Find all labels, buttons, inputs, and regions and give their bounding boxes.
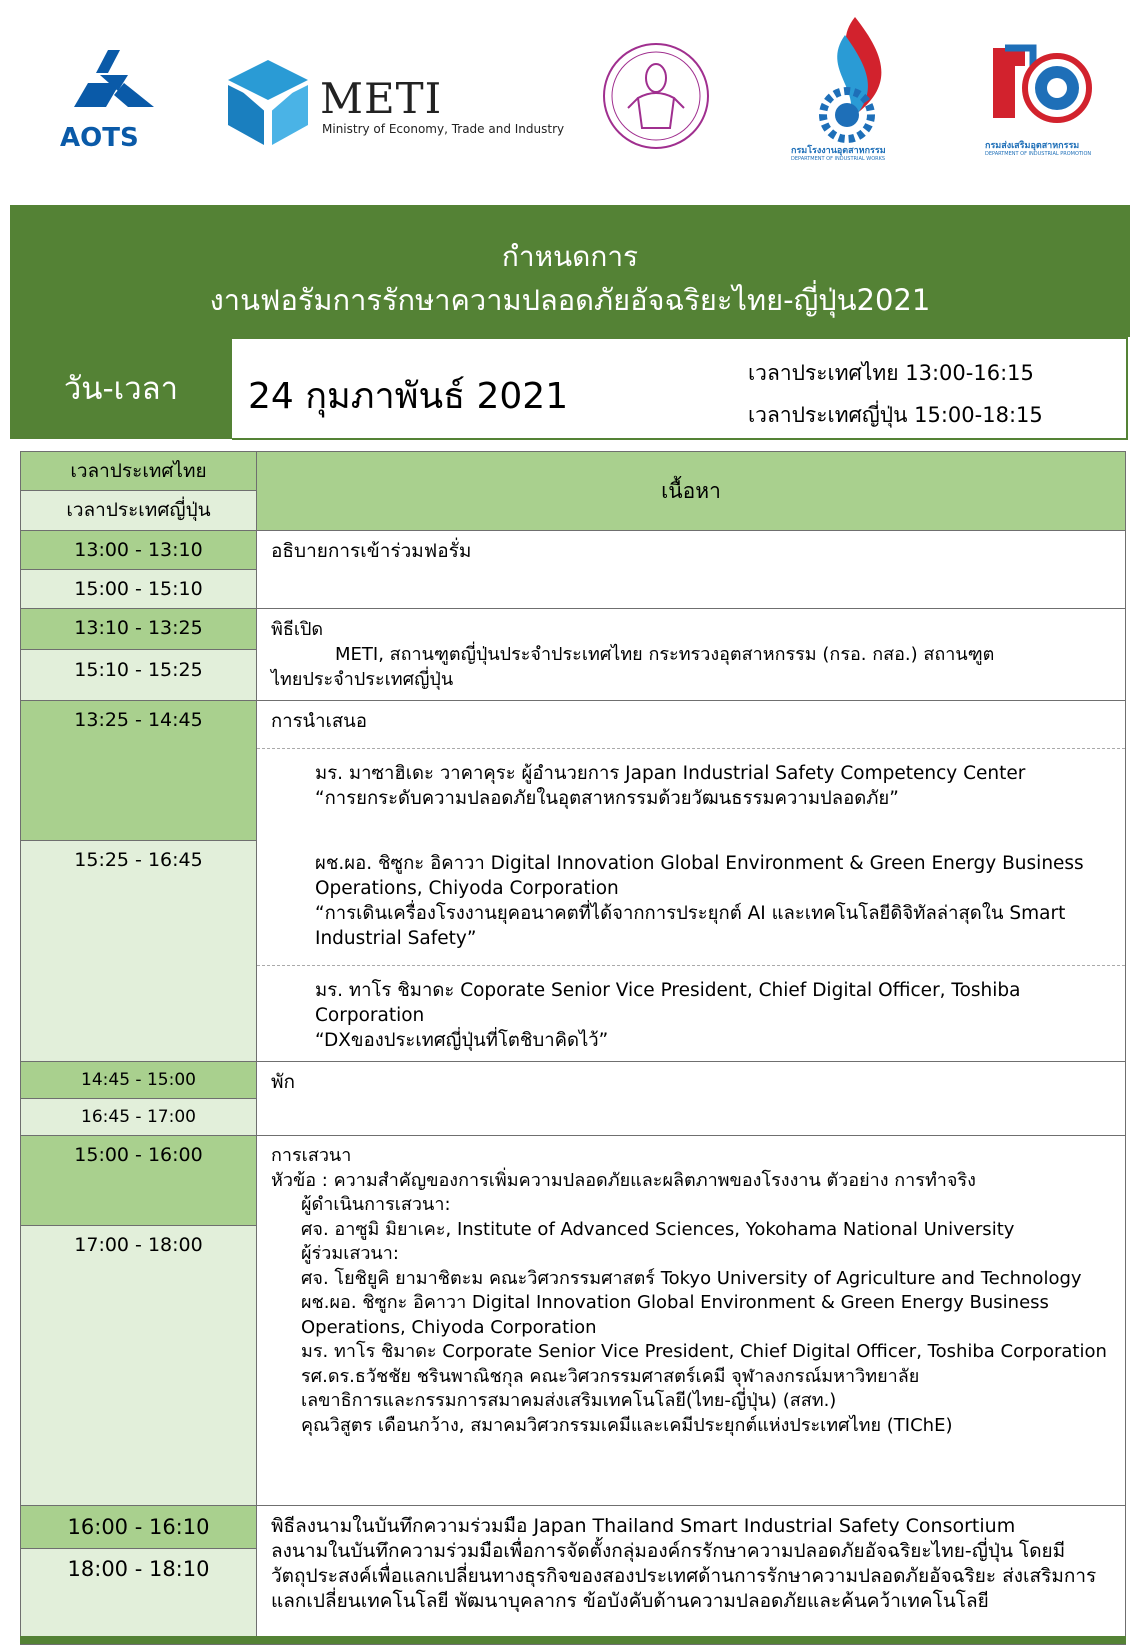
aots-logo [58, 45, 168, 155]
japan-time-cell: 17:00 - 18:00 [21, 1226, 257, 1506]
japan-time-cell: 18:00 - 18:10 [21, 1549, 257, 1645]
panel-panelists-label: ผู้ร่วมเสวนา: [301, 1243, 399, 1264]
table-row [21, 1136, 1126, 1226]
ministry-seal-icon [598, 38, 718, 163]
diw-emblem-icon [785, 15, 920, 145]
panelist: คุณวิสูตร เดือนกว้าง, สมาคมวิศวกรรมเคมีและเคมีประยุกต์แห่งประเทศไทย (TIChE) [301, 1414, 953, 1436]
dip-emblem-icon [985, 38, 1105, 133]
date-row [10, 337, 1130, 439]
aots-text: AOTS [60, 123, 139, 153]
item-title: พิธีเปิด [271, 619, 324, 640]
table-header-row [21, 452, 1126, 491]
date-box [232, 337, 1128, 440]
header-japan-time: เวลาประเทศญี่ปุ่น [21, 491, 257, 531]
aots-emblem-icon [58, 45, 168, 125]
presenter: มร. ทาโร ชิมาดะ Coporate Senior Vice President, Chief Digital Officer, Toshiba Corporation [315, 980, 1021, 1026]
thai-time-cell: 13:10 - 13:25 [21, 609, 257, 650]
item-title: อธิบายการเข้าร่วมฟอรั่ม [271, 540, 472, 562]
table-row [21, 1062, 1126, 1099]
japan-time-cell: 15:00 - 15:10 [21, 570, 257, 609]
meti-emblem-icon [228, 60, 308, 145]
thai-time-cell: 14:45 - 15:00 [21, 1062, 257, 1099]
table-row [21, 609, 1126, 650]
thai-time-range: เวลาประเทศไทย 13:00-16:15 [748, 361, 1034, 385]
item-title: การเสวนา [271, 1145, 352, 1166]
thai-time-cell: 15:00 - 16:00 [21, 1136, 257, 1226]
presentation-title: “DXของประเทศญี่ปุ่นที่โตชิบาคิดไว้” [315, 1030, 609, 1051]
banner-title: กำหนดการ [501, 240, 639, 273]
header-content: เนื้อหา [257, 452, 1126, 531]
diw-english-name: DEPARTMENT OF INDUSTRIAL WORKS [791, 156, 886, 162]
content-cell [257, 609, 1126, 701]
presentation-2 [257, 839, 1125, 951]
meti-subtitle: Ministry of Economy, Trade and Industry [322, 122, 565, 136]
panelist: ศจ. โยชิยูคิ ยามาชิตะม คณะวิศวกรรมศาสตร์ Tokyo University of Agriculture and Technology [301, 1267, 1082, 1289]
table-row [21, 1506, 1126, 1549]
banner-subtitle: งานฟอรัมการรักษาความปลอดภัยอัจฉริยะไทย-ญี่ปุ่น2021 [209, 283, 931, 317]
title-banner [10, 205, 1130, 337]
item-body: METI, สถานฑูตญี่ปุ่นประจำประเทศไทย กระทรวงอุตสาหกรรม (กรอ. กสอ.) สถานฑูต [335, 644, 995, 665]
content-cell [257, 1062, 1126, 1136]
presenter: ผช.ผอ. ชิซูกะ อิคาวา Digital Innovation Global Environment & Green Energy Business Operations, Chiyoda Corporation [315, 853, 1084, 899]
item-title: พิธีลงนามในบันทึกความร่วมมือ Japan Thailand Smart Industrial Safety Consortium [271, 1515, 1016, 1537]
japan-time-cell: 16:45 - 17:00 [21, 1099, 257, 1136]
date-label: วัน-เวลา [10, 337, 232, 439]
dip-thai-name: กรมส่งเสริมอุตสาหกรรม [985, 141, 1080, 151]
panel-moderator: ศจ. อาซูมิ มิยาเคะ, Institute of Advanced Sciences, Yokohama National University [301, 1218, 1015, 1240]
dip-english-name: DEPARTMENT OF INDUSTRIAL PROMOTION [985, 151, 1092, 157]
content-cell [257, 531, 1126, 609]
presentation-title: “การยกระดับความปลอดภัยในอุตสาหกรรมด้วยวัฒนธรรมความปลอดภัย” [315, 788, 899, 809]
header-thai-time: เวลาประเทศไทย [21, 452, 257, 491]
panel-moderator-label: ผู้ดำเนินการเสวนา: [301, 1194, 451, 1215]
panelist: มร. ทาโร ชิมาดะ Corporate Senior Vice President, Chief Digital Officer, Toshiba Corporation [301, 1341, 1107, 1362]
presentation-3 [257, 965, 1125, 1053]
thai-time-cell: 13:25 - 14:45 [21, 701, 257, 841]
ministry-of-industry-logo [598, 38, 718, 163]
presenter: มร. มาซาฮิเดะ วาคาคุระ ผู้อำนวยการ Japan Industrial Safety Competency Center [315, 763, 1026, 784]
panelist: ผช.ผอ. ชิซูกะ อิคาวา Digital Innovation Global Environment & Green Energy Business Operations, Chiyoda Corporation [301, 1292, 1049, 1338]
item-title: พัก [271, 1071, 296, 1093]
presentation-1 [257, 748, 1125, 811]
presentation-title: “การเดินเครื่องโรงงานยุคอนาคตที่ได้จากการประยุกต์ AI และเทคโนโลยีดิจิทัลล่าสุดใน Smart Industrial Safety” [315, 903, 1066, 949]
item-body: ลงนามในบันทึกความร่วมมือเพื่อการจัดตั้งกลุ่มองค์กรรักษาความปลอดภัยอัจฉริยะไทย-ญี่ปุ่น โดยมีวัตถุประสงค์เพื่อแลกเปลี่ยนทางธุรกิจของสองประเทศด้านการรักษาความปลอดภัยอัจฉริยะ ส่งเสริมการแลกเปลี่ยนเทคโนโลยี พัฒนาบุคลากร ข้อบังคับด้านความปลอดภัยและค้นคว้าเทคโนโลยี [271, 1540, 1097, 1612]
table-row [21, 531, 1126, 570]
bottom-bar [20, 1636, 1126, 1644]
japan-time-cell: 15:25 - 16:45 [21, 840, 257, 1061]
japan-time-range: เวลาประเทศญี่ปุ่น 15:00-18:15 [748, 403, 1043, 427]
diw-thai-name: กรมโรงงานอุตสาหกรรม [791, 146, 886, 156]
panel-topic: หัวข้อ : ความสำคัญของการเพิ่มความปลอดภัยและผลิตภาพของโรงงาน ตัวอย่าง การทำจริง [271, 1169, 976, 1191]
panelist: เลขาธิการและกรรมการสมาคมส่งเสริมเทคโนโลยี(ไทย-ญี่ปุ่น) (สสท.) [301, 1390, 837, 1411]
content-cell [257, 1506, 1126, 1645]
panelist: รศ.ดร.ธวัชชัย ชรินพาณิชกุล คณะวิศวกรรมศาสตร์เคมี จุฬาลงกรณ์มหาวิทยาลัย [301, 1365, 920, 1387]
meti-name: METI [320, 74, 443, 123]
meti-logo [228, 60, 565, 150]
content-cell [257, 701, 1126, 1062]
japan-time-cell: 15:10 - 15:25 [21, 650, 257, 701]
table-row [21, 701, 1126, 841]
logo-bar [0, 0, 1140, 190]
schedule-table [20, 451, 1126, 1645]
event-date: 24 กุมภาพันธ์ 2021 [248, 376, 569, 417]
thai-time-cell: 16:00 - 16:10 [21, 1506, 257, 1549]
content-cell [257, 1136, 1126, 1506]
dip-logo [985, 38, 1105, 163]
diw-logo [785, 15, 920, 165]
item-body: ไทยประจำประเทศญี่ปุ่น [271, 669, 454, 690]
item-title: การนำเสนอ [271, 711, 367, 732]
thai-time-cell: 13:00 - 13:10 [21, 531, 257, 570]
